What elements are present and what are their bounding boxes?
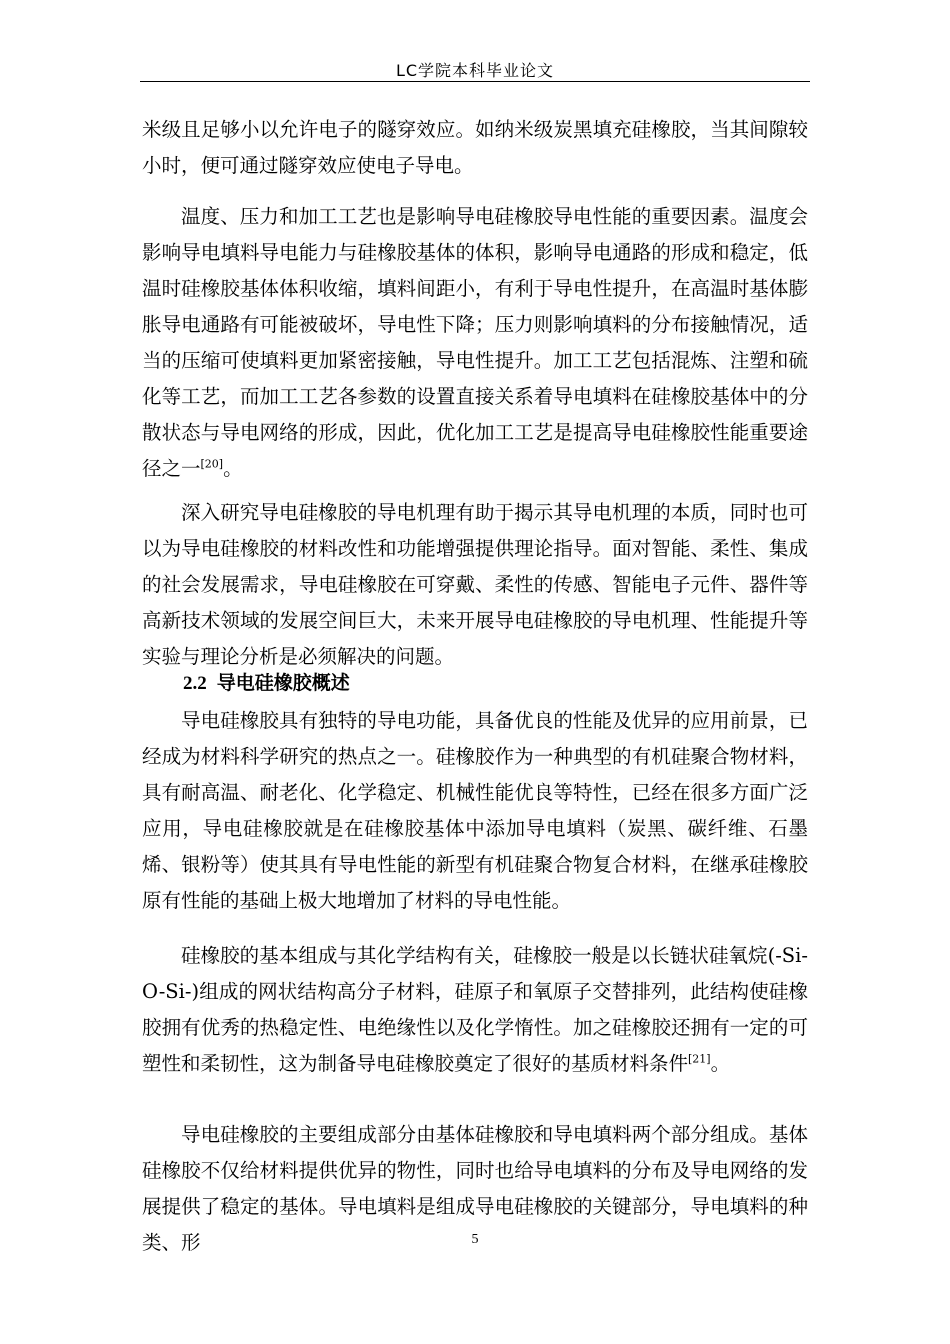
citation-21: [21]	[688, 1052, 711, 1066]
page-number: 5	[471, 1232, 479, 1247]
paragraph-5	[142, 938, 808, 1082]
paragraph-1: 米级且足够小以允许电子的隧穿效应。如纳米级炭黑填充硅橡胶，当其间隙较小时，便可通过隧穿效应使电子导电。	[142, 118, 808, 177]
paragraph-4: 导电硅橡胶具有独特的导电功能，具备优良的性能及优异的应用前景，已经成为材料科学研究的热点之一。硅橡胶作为一种典型的有机硅聚合物材料，具有耐高温、耐老化、化学稳定、机械性能优良等特性，已经在很多方面广泛应用，导电硅橡胶就是在硅橡胶基体中添加导电填料（炭黑、碳纤维、石墨烯、银粉等）使其具有导电性能的新型有机硅聚合物复合材料，在继承硅橡胶原有性能的基础上极大地增加了材料的导电性能。	[142, 709, 808, 912]
page-header: LC学院本科毕业论文	[395, 61, 555, 80]
citation-20: [20]	[200, 457, 224, 471]
paragraph-6: 导电硅橡胶的主要组成部分由基体硅橡胶和导电填料两个部分组成。基体硅橡胶不仅给材料提供优异的物性，同时也给导电填料的分布及导电网络的发展提供了稳定的基体。导电填料是组成导电硅橡胶的关键部分，导电填料的种类、形	[142, 1123, 808, 1254]
paragraph-2	[142, 199, 808, 487]
paragraph-5-text: 硅橡胶的基本组成与其化学结构有关，硅橡胶一般是以长链状硅氧烷(-Si-O-Si-)组成的网状结构高分子材料，硅原子和氧原子交替排列，此结构使硅橡胶拥有优秀的热稳定性、电绝缘性以及化学惰性。加之硅橡胶还拥有一定的可塑性和柔韧性，这为制备导电硅橡胶奠定了很好的基质材料条件	[142, 944, 808, 1075]
header-rule	[140, 81, 810, 82]
paragraph-3: 深入研究导电硅橡胶的导电机理有助于揭示其导电机理的本质，同时也可以为导电硅橡胶的材料改性和功能增强提供理论指导。面对智能、柔性、集成的社会发展需求，导电硅橡胶在可穿戴、柔性的传感、智能电子元件、器件等高新技术领域的发展空间巨大，未来开展导电硅橡胶的导电机理、性能提升等实验与理论分析是必须解决的问题。	[142, 501, 808, 668]
section-title: 导电硅橡胶概述	[216, 672, 350, 694]
paragraph-2-text: 温度、压力和加工工艺也是影响导电硅橡胶导电性能的重要因素。温度会影响导电填料导电能力与硅橡胶基体的体积，影响导电通路的形成和稳定，低温时硅橡胶基体体积收缩，填料间距小，有利于导电性提升，在高温时基体膨胀导电通路有可能被破坏，导电性下降；压力则影响填料的分布接触情况，适当的压缩可使填料更加紧密接触，导电性提升。加工工艺包括混炼、注塑和硫化等工艺，而加工工艺各参数的设置直接关系着导电填料在硅橡胶基体中的分散状态与导电网络的形成，因此，优化加工工艺是提高导电硅橡胶性能重要途径之一	[142, 205, 808, 480]
section-heading	[183, 665, 350, 702]
paragraph-5-end: 。	[710, 1052, 731, 1075]
section-number: 2.2	[183, 673, 207, 694]
paragraph-2-end: 。	[223, 457, 243, 480]
